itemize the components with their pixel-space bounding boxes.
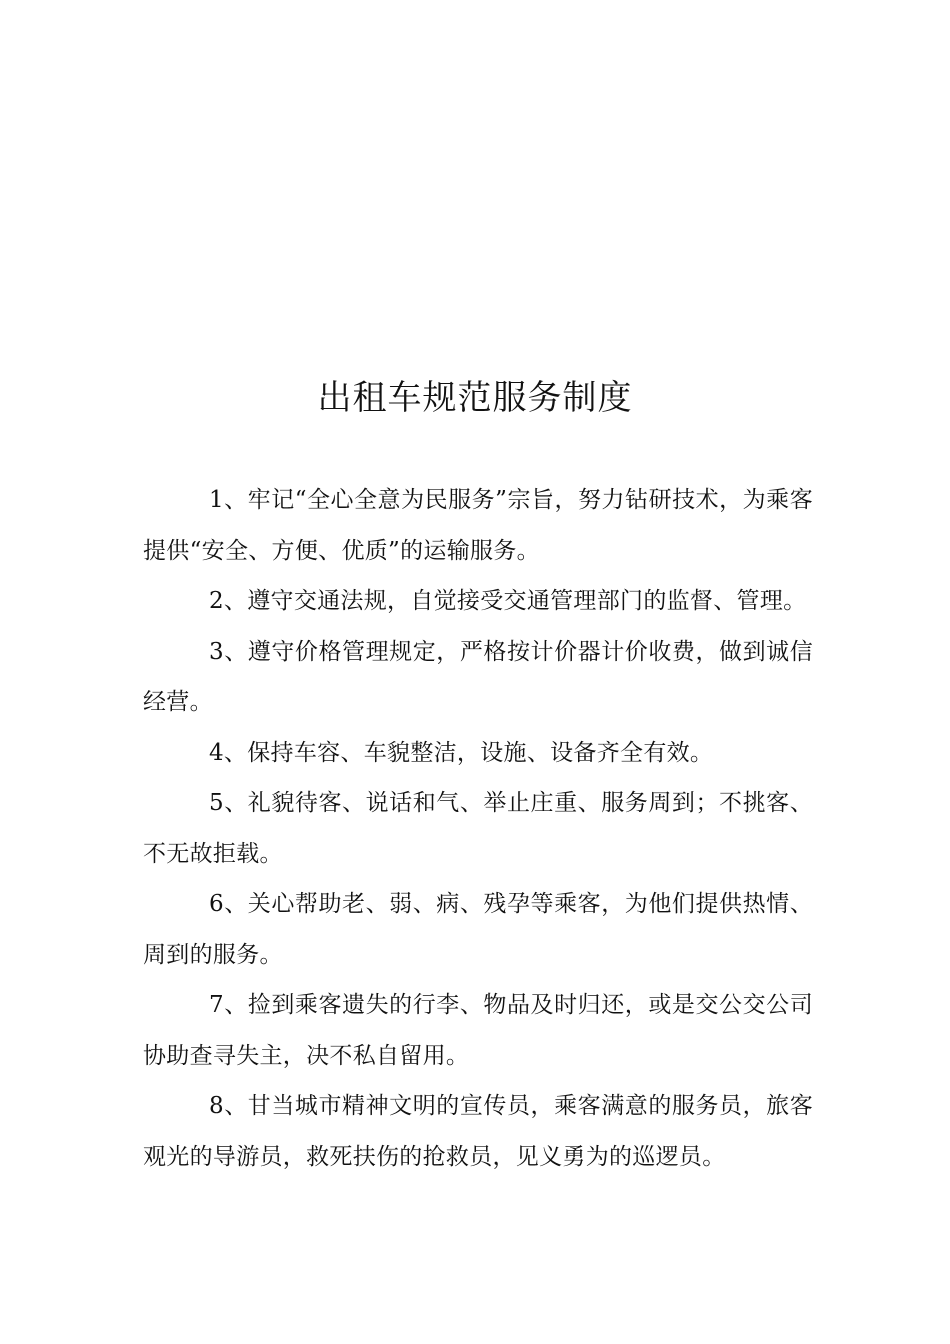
rule-item-5: 5、礼貌待客、说话和气、举止庄重、服务周到；不挑客、不无故拒载。 [143,790,813,867]
rule-item-1: 1、牢记“全心全意为民服务”宗旨，努力钻研技术，为乘客提供“安全、方便、优质”的运输服务。 [143,487,813,564]
rule-item-2: 2、遵守交通法规，自觉接受交通管理部门的监督、管理。 [209,588,807,614]
rule-item-6: 6、关心帮助老、弱、病、残孕等乘客，为他们提供热情、周到的服务。 [143,891,813,968]
rules-list [143,475,813,1182]
rule-item-4: 4、保持车容、车貌整洁，设施、设备齐全有效。 [209,739,714,766]
document-title: 出租车规范服务制度 [317,378,633,418]
rule-item-7: 7、捡到乘客遗失的行李、物品及时归还，或是交公交公司协助查寻失主，决不私自留用。 [143,992,813,1069]
rule-item-8: 8、甘当城市精神文明的宣传员，乘客满意的服务员，旅客观光的导游员，救死扶伤的抢救员，见义勇为的巡逻员。 [143,1093,813,1170]
rule-item-3: 3、遵守价格管理规定，严格按计价器计价收费，做到诚信经营。 [143,638,813,715]
